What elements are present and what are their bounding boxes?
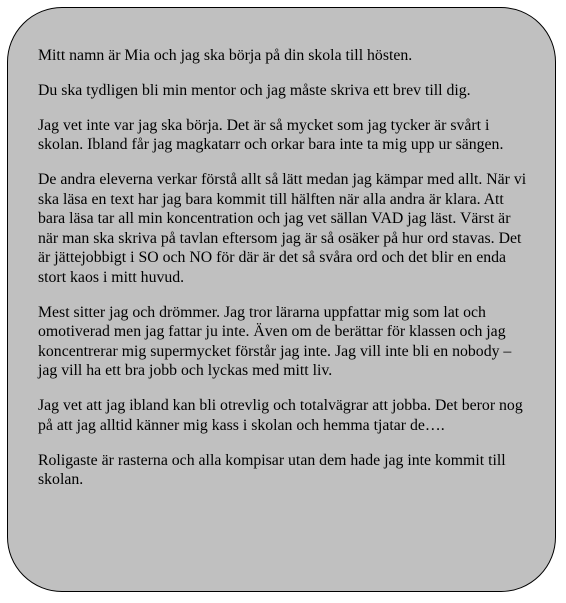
- letter-paragraph-7: Roligaste är rasterna och alla kompisar utan dem hade jag inte kommit till skolan.: [38, 451, 506, 489]
- letter-paragraph-6: Jag vet att jag ibland kan bli otrevlig och totalvägrar att jobba. Det beror nog på att jag alltid känner mig kass i skolan och hemma tjatar de….: [38, 397, 523, 434]
- letter-paragraph-1: Mitt namn är Mia och jag ska börja på din skola till hösten.: [38, 47, 413, 64]
- letter-paragraph-3: Jag vet inte var jag ska börja. Det är så mycket som jag tycker är svårt i skolan. Ibland får jag magkatarr och orkar bara inte ta mig upp ur sängen.: [38, 116, 504, 154]
- letter-paragraph-2: Du ska tydligen bli min mentor och jag måste skriva ett brev till dig.: [38, 81, 471, 99]
- letter-paragraph-4: De andra eleverna verkar förstå allt så lätt medan jag kämpar med allt. När vi ska läsa en text har jag bara kommit till hälften när alla andra är klara. Att bara läsa tar all min koncentration och jag vet sällan VAD jag läst. Värst är när man ska skriva på tavlan eftersom jag är så osäker på hur ord stavas. Det är jättejobbigt i SO och NO för där är det så svåra ord och det blir en enda stort kaos i mitt huvud.: [38, 170, 527, 286]
- letter-paragraph-5: Mest sitter jag och drömmer. Jag tror lärarna uppfattar mig som lat och omotiverad men jag fattar ju inte. Även om de berättar för klassen och jag koncentrerar mig supermycket förstår jag inte. Jag vill inte bli en nobody – jag vill ha ett bra jobb och lyckas med mitt liv.: [38, 303, 512, 380]
- letter-card: [7, 7, 556, 592]
